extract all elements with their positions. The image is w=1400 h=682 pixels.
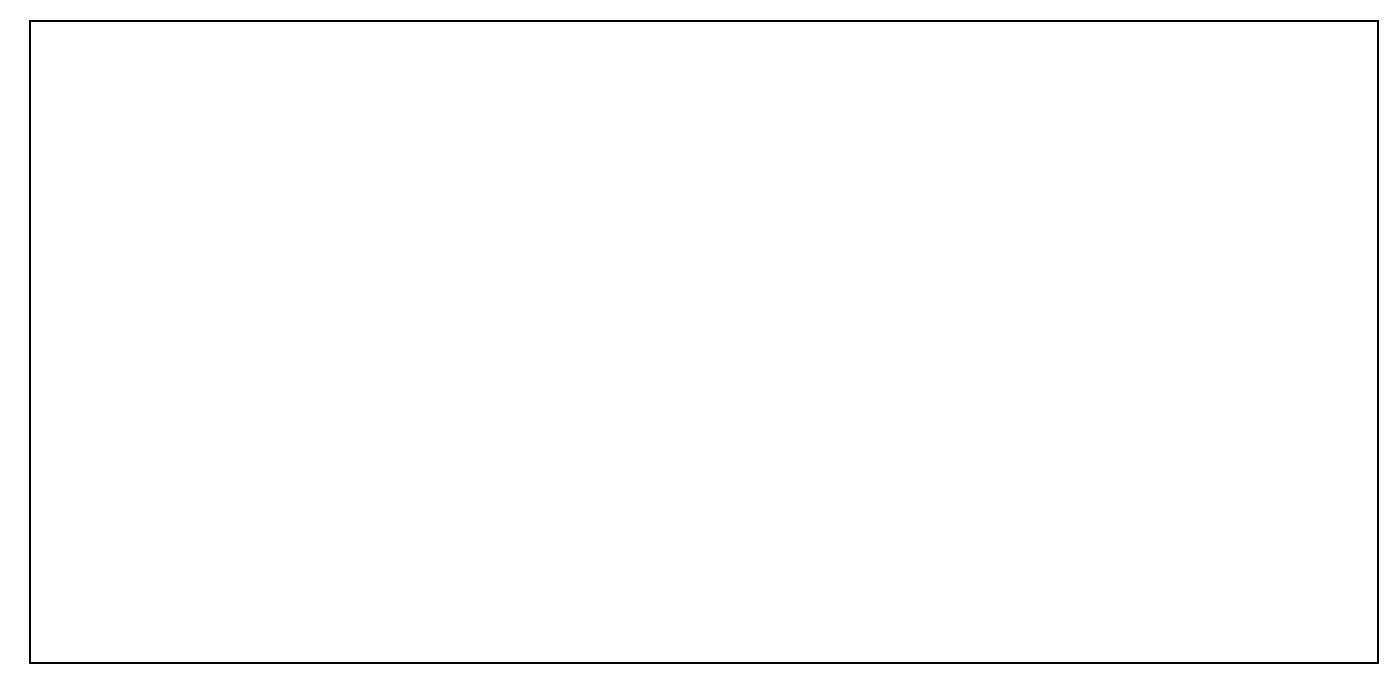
tariff-table-frame xyxy=(29,20,1379,664)
